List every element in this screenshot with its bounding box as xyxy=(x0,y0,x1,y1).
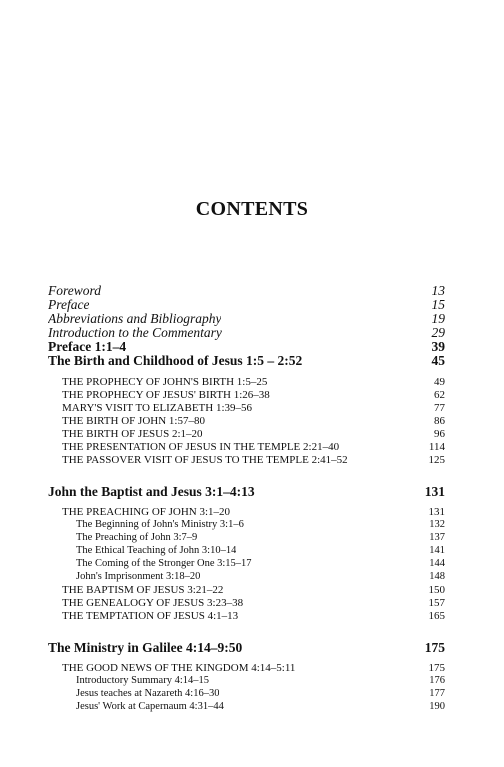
toc-part-ministry-in-galilee xyxy=(48,640,445,656)
toc-part-label: Preface 1:1–4 xyxy=(48,339,127,354)
toc-subsection xyxy=(76,545,445,556)
toc-section-label: THE TEMPTATION OF JESUS 4:1–13 xyxy=(62,610,239,622)
toc-subsection-label: Introductory Summary 4:14–15 xyxy=(76,675,209,686)
toc-subsection-page: 190 xyxy=(429,701,445,712)
toc-subsection-page: 141 xyxy=(429,545,445,556)
toc-section-label: THE PREACHING OF JOHN 3:1–20 xyxy=(62,506,231,518)
toc-subsection-page: 144 xyxy=(429,558,445,569)
toc-section-label: THE BAPTISM OF JESUS 3:21–22 xyxy=(62,584,224,596)
page-title: CONTENTS xyxy=(195,198,309,220)
toc-subsection-page: 177 xyxy=(429,688,445,699)
toc-section-page: 175 xyxy=(428,662,445,674)
toc-section-page: 150 xyxy=(428,584,445,596)
toc-section xyxy=(62,454,445,466)
toc-part-page: 131 xyxy=(424,484,445,499)
toc-subsection-label: The Preaching of John 3:7–9 xyxy=(76,532,198,543)
toc-subsection xyxy=(76,519,445,530)
toc-section-label: THE PASSOVER VISIT OF JESUS TO THE TEMPLE 2:41–52 xyxy=(62,454,348,466)
toc-entry-page: 13 xyxy=(431,283,445,298)
toc-section-page: 96 xyxy=(434,428,445,440)
toc-entry-label: Abbreviations and Bibliography xyxy=(48,311,222,326)
toc-subsection-page: 148 xyxy=(429,571,445,582)
toc-section-label: THE PROPHECY OF JOHN'S BIRTH 1:5–25 xyxy=(62,376,268,388)
toc-section-label: THE BIRTH OF JESUS 2:1–20 xyxy=(62,428,203,440)
toc-section-page: 62 xyxy=(434,389,445,401)
toc-section xyxy=(62,662,445,674)
toc-section xyxy=(62,441,445,453)
toc-subsection xyxy=(76,571,445,582)
toc-section-page: 86 xyxy=(434,415,445,427)
toc-subsection-label: The Ethical Teaching of John 3:10–14 xyxy=(76,545,237,556)
toc-section-label: THE GENEALOGY OF JESUS 3:23–38 xyxy=(62,597,244,609)
toc-section xyxy=(62,428,445,440)
toc-section-page: 114 xyxy=(428,441,445,453)
toc-part-page: 175 xyxy=(424,640,445,655)
toc-section-label: THE BIRTH OF JOHN 1:57–80 xyxy=(62,415,205,427)
toc-entry-page: 29 xyxy=(431,325,445,340)
toc-subsection-label: The Coming of the Stronger One 3:15–17 xyxy=(76,558,252,569)
toc-section-label: THE PROPHECY OF JESUS' BIRTH 1:26–38 xyxy=(62,389,270,401)
toc-subsection-label: Jesus teaches at Nazareth 4:16–30 xyxy=(76,688,220,699)
toc-part-label: The Birth and Childhood of Jesus 1:5 – 2:52 xyxy=(48,353,303,368)
toc-section-label: MARY'S VISIT TO ELIZABETH 1:39–56 xyxy=(62,402,253,414)
toc-subsection-page: 132 xyxy=(429,519,445,530)
toc-entry-label: Preface xyxy=(48,297,90,312)
toc-section-label: THE PRESENTATION OF JESUS IN THE TEMPLE 2:21–40 xyxy=(62,441,340,453)
toc-subsection-page: 176 xyxy=(429,675,445,686)
toc-part-birth-and-childhood xyxy=(48,353,445,369)
toc-section xyxy=(62,376,445,388)
toc-section-page: 125 xyxy=(428,454,445,466)
toc-section-label: THE GOOD NEWS OF THE KINGDOM 4:14–5:11 xyxy=(62,662,296,674)
toc-entry-page: 19 xyxy=(431,311,445,326)
toc-section xyxy=(62,597,445,609)
toc-subsection xyxy=(76,558,445,569)
toc-subsection-label: John's Imprisonment 3:18–20 xyxy=(76,571,201,582)
toc-section xyxy=(62,389,445,401)
toc-part-john-the-baptist xyxy=(48,484,445,500)
toc-section-page: 165 xyxy=(428,610,445,622)
toc-section-page: 157 xyxy=(428,597,445,609)
toc-subsection-label: The Beginning of John's Ministry 3:1–6 xyxy=(76,519,244,530)
toc-subsection xyxy=(76,701,445,712)
toc-part-page: 39 xyxy=(431,339,445,354)
toc-part-label: The Ministry in Galilee 4:14–9:50 xyxy=(48,640,243,655)
toc-entry-label: Foreword xyxy=(48,283,101,298)
toc-section xyxy=(62,584,445,596)
toc-subsection xyxy=(76,532,445,543)
toc-subsection-page: 137 xyxy=(429,532,445,543)
toc-entry-label: Introduction to the Commentary xyxy=(48,325,222,340)
toc-section xyxy=(62,610,445,622)
toc-part-page: 45 xyxy=(431,353,445,368)
toc-section xyxy=(62,402,445,414)
toc-section xyxy=(62,506,445,518)
toc-subsection xyxy=(76,688,445,699)
toc-part-label: John the Baptist and Jesus 3:1–4:13 xyxy=(48,484,255,499)
toc-section-page: 49 xyxy=(434,376,445,388)
toc-subsection xyxy=(76,675,445,686)
toc-section-page: 77 xyxy=(434,402,445,414)
toc-section-page: 131 xyxy=(428,506,445,518)
toc-subsection-label: Jesus' Work at Capernaum 4:31–44 xyxy=(76,701,224,712)
toc-section xyxy=(62,415,445,427)
toc-entry-page: 15 xyxy=(431,297,445,312)
